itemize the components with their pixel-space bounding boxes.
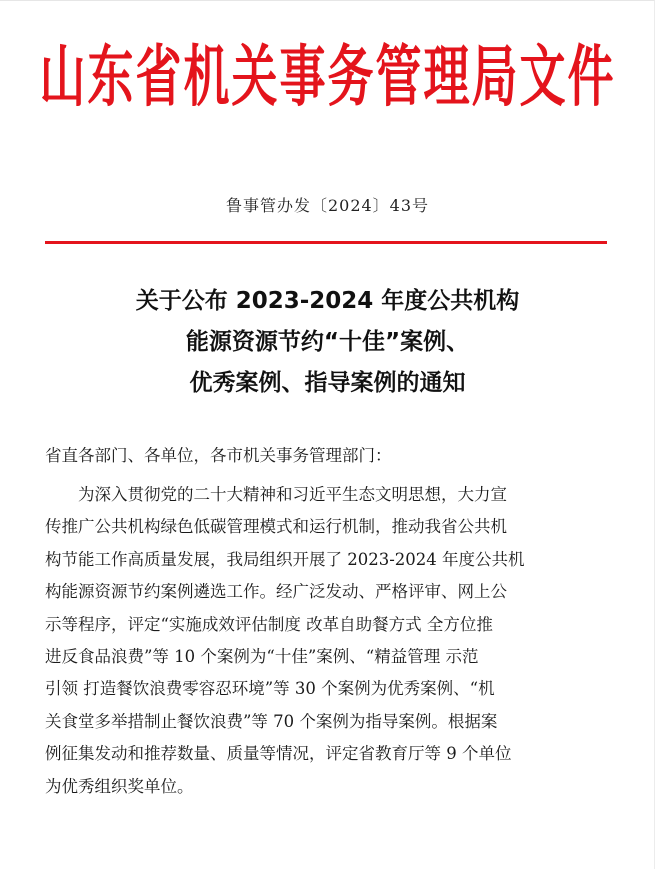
body-line: 引领 打造餐饮浪费零容忍环境”等 30 个案例为优秀案例、“机 — [45, 679, 495, 699]
body-line: 传推广公共机构绿色低碳管理模式和运行机制，推动我省公共机 — [45, 517, 507, 537]
body-line: 关食堂多举措制止餐饮浪费”等 70 个案例为指导案例。根据案 — [45, 711, 498, 731]
notice-title-line: 关于公布 2023-2024 年度公共机构 — [135, 288, 520, 314]
body-line: 为深入贯彻党的二十大精神和习近平生态文明思想，大力宣 — [45, 485, 507, 504]
body-line: 构节能工作高质量发展，我局组织开展了 2023-2024 年度公共机 — [45, 549, 525, 569]
body-line: 为优秀组织奖单位。 — [45, 776, 194, 796]
body-paragraph — [45, 479, 611, 803]
notice-title-line: 能源资源节约“十佳”案例、 — [185, 329, 470, 355]
body-line: 进反食品浪费”等 10 个案例为“十佳”案例、“精益管理 示范 — [45, 647, 479, 667]
body-line: 示等程序，评定“实施成效评估制度 改革自助餐方式 全方位推 — [45, 614, 493, 634]
body-line: 构能源资源节约案例遴选工作。经广泛发动、严格评审、网上公 — [45, 582, 507, 602]
issuer-title: 山东省机关事务管理局文件 — [39, 37, 616, 116]
notice-title — [0, 281, 655, 404]
notice-title-line: 优秀案例、指导案例的通知 — [189, 370, 466, 396]
document-number: 鲁事管办发〔2024〕43号 — [225, 196, 430, 215]
salutation: 省直各部门、各单位，各市机关事务管理部门： — [45, 446, 392, 465]
body-line: 例征集发动和推荐数量、质量等情况，评定省教育厅等 9 个单位 — [45, 744, 512, 764]
red-divider — [45, 241, 607, 244]
